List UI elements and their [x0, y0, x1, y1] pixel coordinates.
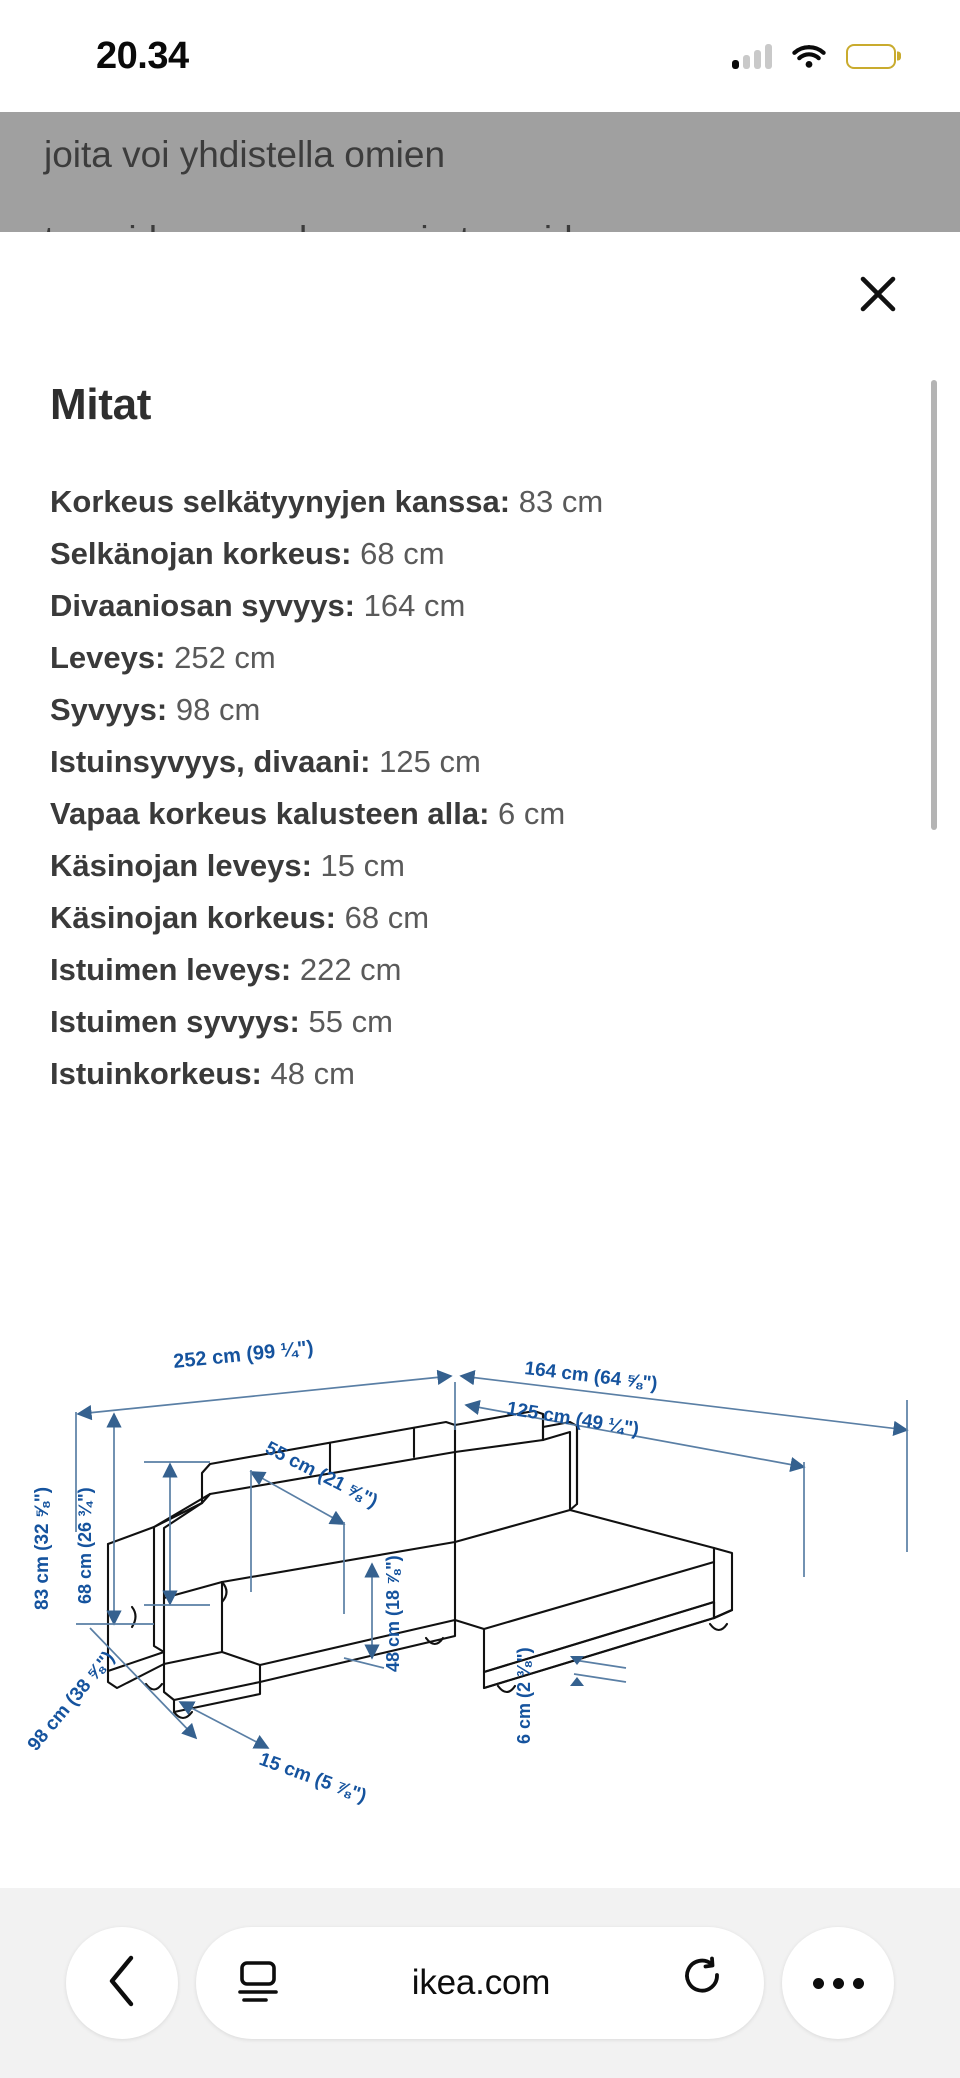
spec-value: 48 cm [270, 1056, 355, 1091]
list-item [50, 892, 910, 944]
more-button[interactable] [782, 1927, 894, 2039]
dimensions-modal-sheet [14, 232, 946, 2078]
measurements-list [50, 476, 910, 1100]
background-text-line-1: joita voi yhdistella omien [44, 134, 446, 175]
spec-label: Vapaa korkeus kalusteen alla: [50, 796, 490, 831]
dim-label-back-height: 68 cm (26 ¾") [75, 1487, 95, 1604]
spec-value: 6 cm [498, 796, 566, 831]
status-time: 20.34 [96, 35, 189, 77]
list-item [50, 1048, 910, 1100]
spec-label: Korkeus selkätyynyjen kanssa: [50, 484, 511, 519]
dim-label-chaise-depth: 164 cm (64 ⅝") [523, 1358, 659, 1395]
spec-label: Selkänojan korkeus: [50, 536, 352, 571]
spec-value: 15 cm [320, 848, 405, 883]
list-item [50, 580, 910, 632]
back-button[interactable] [66, 1927, 178, 2039]
wifi-icon [792, 43, 826, 69]
page-settings-icon[interactable] [236, 1957, 280, 2010]
spec-label: Käsinojan korkeus: [50, 900, 336, 935]
spec-label: Istuimen leveys: [50, 952, 292, 987]
spec-value: 83 cm [518, 484, 604, 519]
url-text: ikea.com [411, 1963, 551, 2002]
url-bar[interactable] [196, 1927, 764, 2039]
dim-label-clearance: 6 cm (2 ⅜") [514, 1647, 534, 1744]
spec-value: 68 cm [360, 536, 445, 571]
list-item [50, 944, 910, 996]
spec-label: Istuimen syvyys: [50, 1004, 300, 1039]
spec-label: Leveys: [50, 640, 166, 675]
dim-label-depth: 98 cm (38 ⅝") [23, 1647, 119, 1756]
sheet-content [14, 232, 946, 1100]
list-item [50, 476, 910, 528]
reload-icon[interactable] [682, 1957, 724, 2010]
spec-value: 98 cm [175, 692, 261, 727]
list-item [50, 684, 910, 736]
dim-label-armrest-width: 15 cm (5 ⅞") [256, 1748, 370, 1808]
vertical-scrollbar[interactable] [931, 380, 937, 830]
spec-value: 125 cm [379, 744, 481, 779]
browser-toolbar [0, 1888, 960, 2078]
status-bar [0, 0, 960, 112]
dim-label-seat-height: 48 cm (18 ⅞") [383, 1555, 403, 1672]
dim-label-width-total: 252 cm (99 ¼") [172, 1336, 315, 1373]
list-item [50, 736, 910, 788]
spec-value: 252 cm [174, 640, 276, 675]
page-title: Mitat [50, 380, 152, 429]
spec-label: Divaaniosan syvyys: [50, 588, 356, 623]
back-chevron-icon [105, 1954, 139, 2013]
spec-label: Istuinkorkeus: [50, 1056, 262, 1091]
cellular-signal-icon [732, 43, 772, 69]
spec-label: Syvyys: [50, 692, 168, 727]
dim-label-seat-depth: 55 cm (21 ⅝") [261, 1437, 381, 1513]
spec-value: 55 cm [308, 1004, 393, 1039]
spec-label: Käsinojan leveys: [50, 848, 312, 883]
status-icons [732, 43, 896, 69]
spec-value: 164 cm [363, 588, 466, 623]
spec-label: Istuinsyvyys, divaani: [50, 744, 371, 779]
dim-label-seat-depth-chaise: 125 cm (49 ¼") [505, 1398, 641, 1441]
spec-value: 222 cm [299, 952, 402, 987]
list-item [50, 632, 910, 684]
list-item [50, 996, 910, 1048]
list-item [50, 788, 910, 840]
more-dots-icon [813, 1978, 864, 1989]
dim-label-height-with-cushions: 83 cm (32 ⅝") [32, 1486, 53, 1610]
sofa-dimension-diagram [14, 1336, 946, 1912]
list-item [50, 528, 910, 580]
battery-low-power-icon [846, 44, 896, 69]
spec-value: 68 cm [344, 900, 430, 935]
list-item [50, 840, 910, 892]
background-page-content [0, 112, 960, 232]
